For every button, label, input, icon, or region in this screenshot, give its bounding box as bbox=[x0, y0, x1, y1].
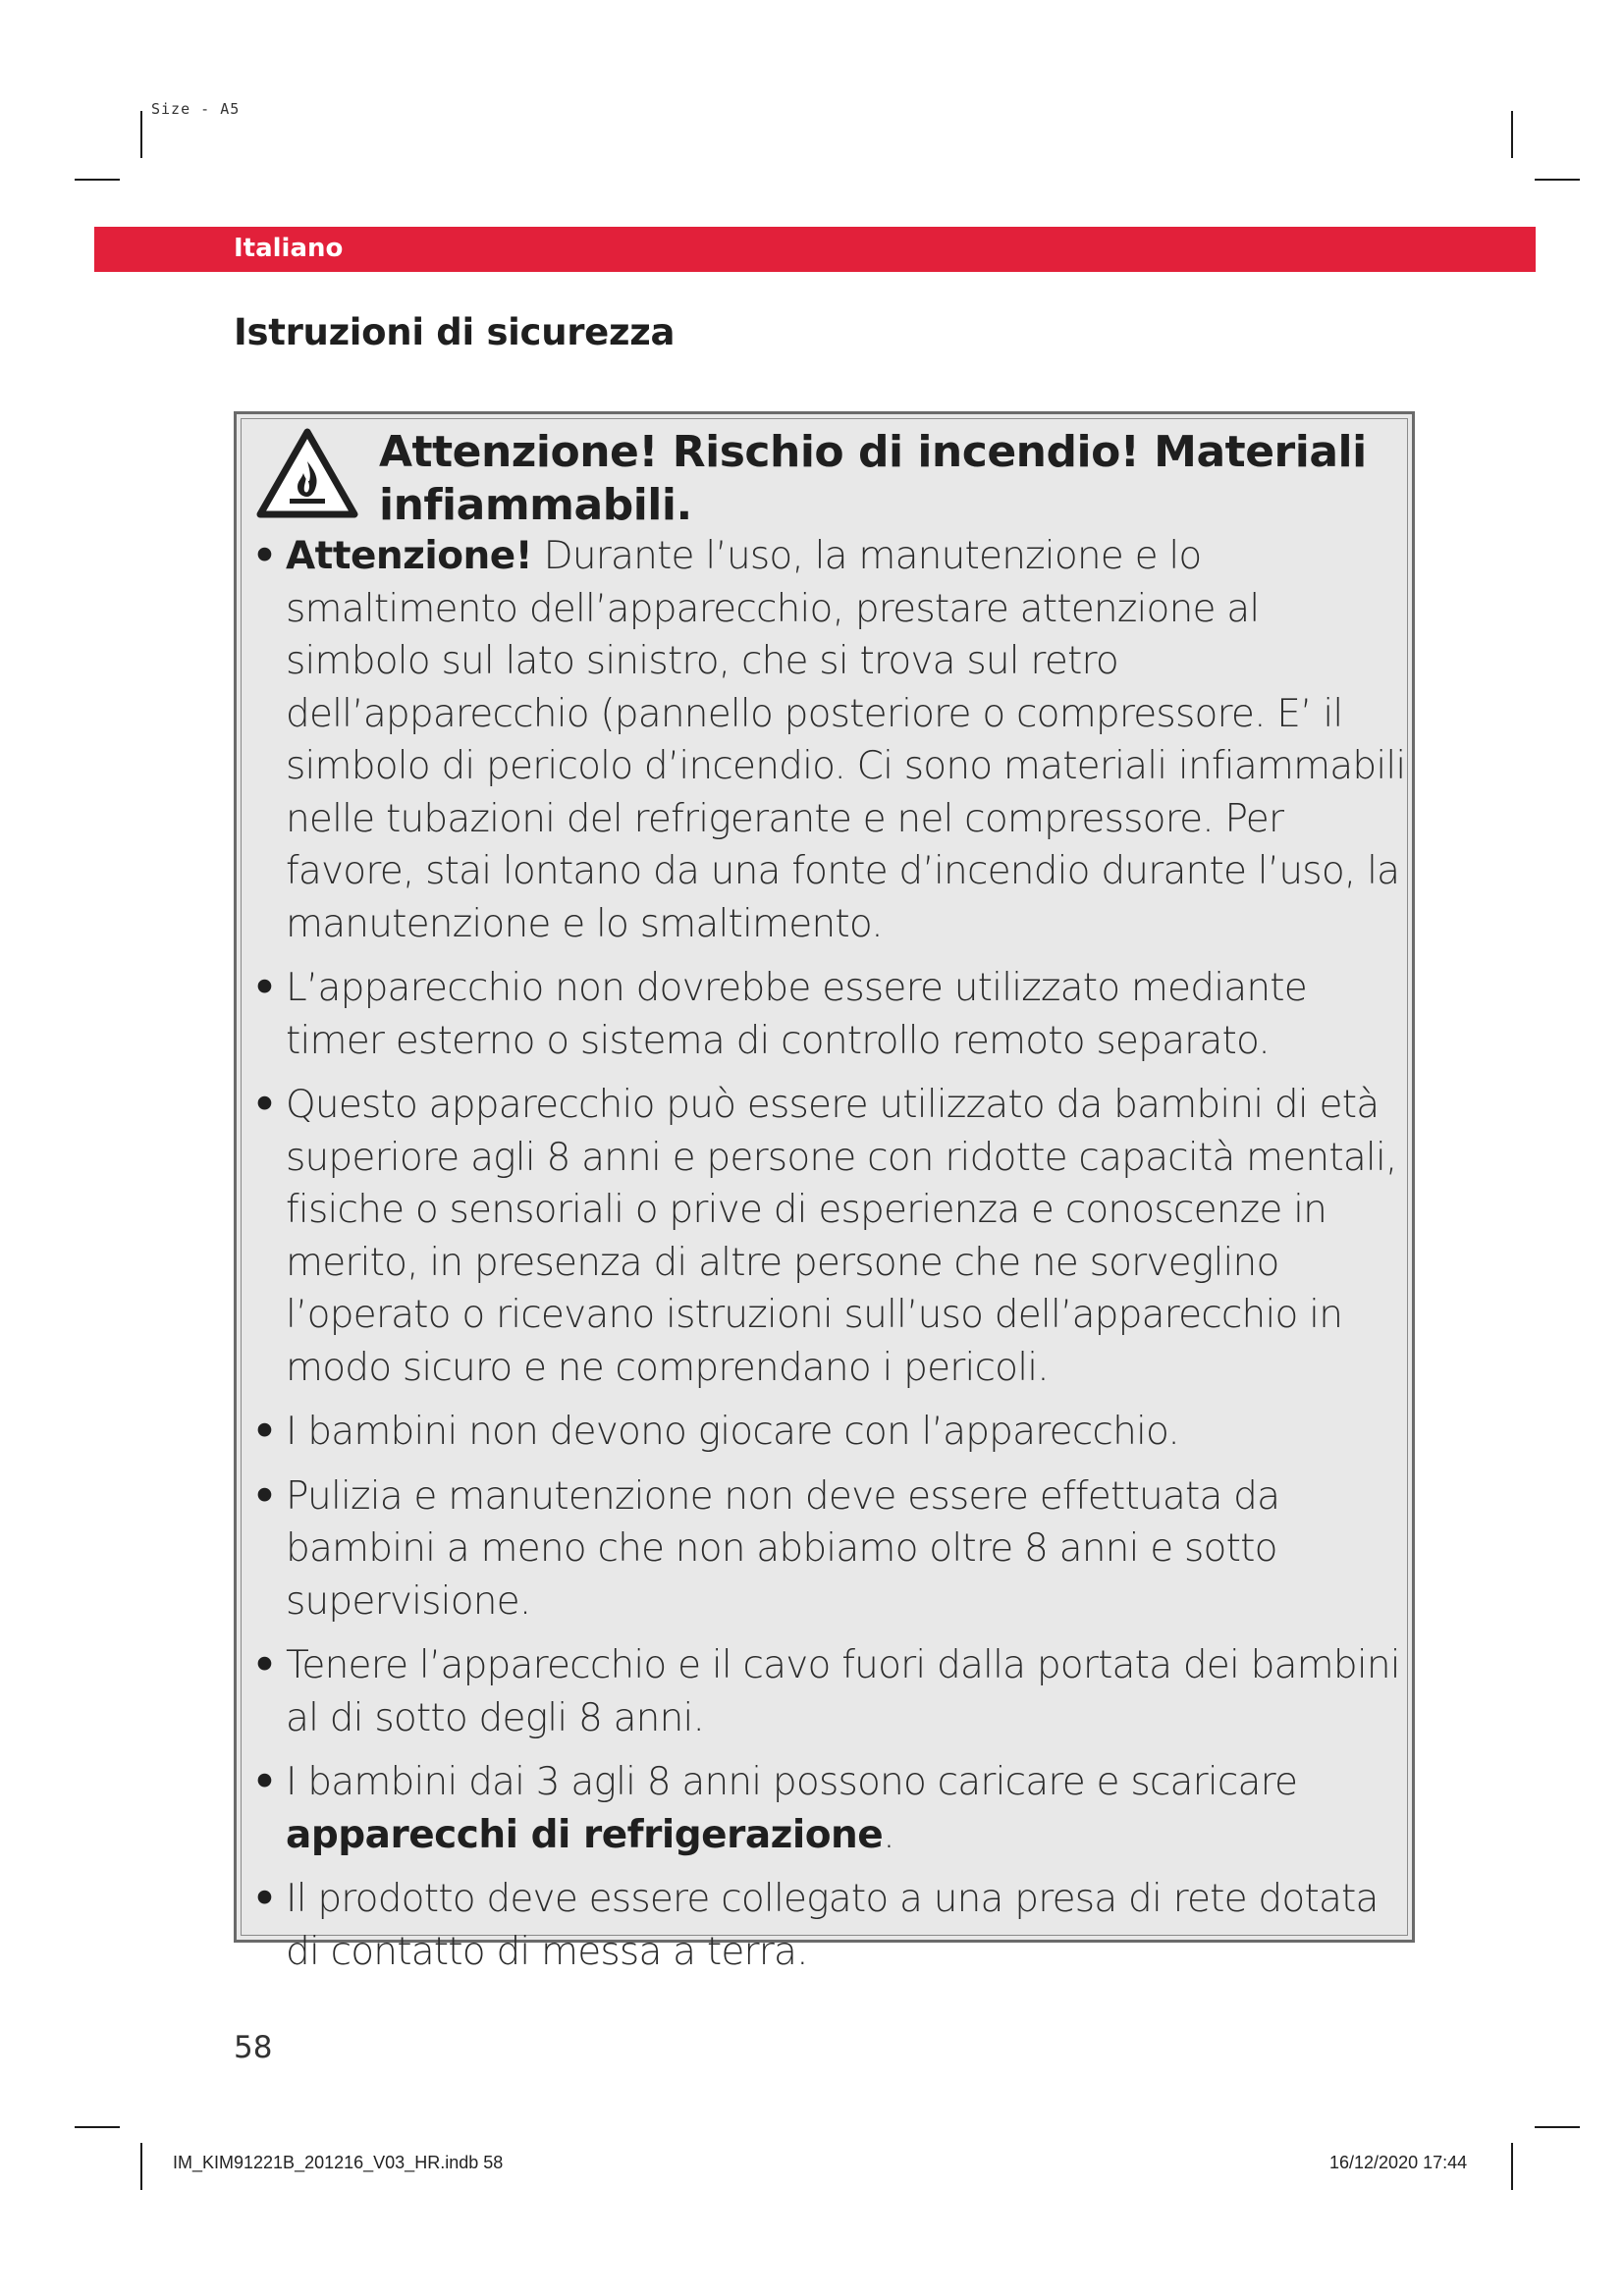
bullet-text: I bambini dai 3 agli 8 anni possono caricare e scaricare bbox=[286, 1760, 1298, 1804]
safety-bullet-cleaning bbox=[252, 1470, 1406, 1629]
crop-mark-top-right-vertical bbox=[1511, 111, 1513, 158]
warning-box bbox=[234, 411, 1415, 1974]
bullet-end: . bbox=[883, 1812, 894, 1857]
section-title: Istruzioni di sicurezza bbox=[234, 311, 676, 353]
warning-heading: Attenzione! Rischio di incendio! Materiali infiammabili. bbox=[379, 427, 1367, 530]
crop-mark-top-left-horizontal bbox=[75, 179, 120, 181]
language-label: Italiano bbox=[234, 234, 344, 263]
print-timestamp: 16/12/2020 17:44 bbox=[1329, 2153, 1468, 2172]
flammable-warning-icon bbox=[256, 428, 358, 520]
safety-bullet-grounding bbox=[252, 1873, 1406, 1978]
bullet-emphasis: apparecchi di refrigerazione bbox=[286, 1812, 884, 1857]
bullet-text: Tenere l’apparecchio e il cavo fuori dalla portata dei bambini al di sotto degli 8 anni. bbox=[286, 1643, 1400, 1740]
safety-bullet-timer bbox=[252, 962, 1406, 1067]
crop-mark-bottom-right-vertical bbox=[1511, 2143, 1513, 2190]
crop-mark-bottom-left-horizontal bbox=[75, 2126, 120, 2128]
language-header-bar bbox=[94, 227, 1536, 272]
crop-mark-top-left-vertical bbox=[140, 111, 142, 158]
bullet-lead-attention: Attenzione! bbox=[286, 534, 533, 578]
safety-bullet-list bbox=[252, 530, 1406, 1990]
safety-bullet-children-8-years bbox=[252, 1079, 1406, 1394]
safety-bullet-loading bbox=[252, 1756, 1406, 1861]
safety-bullet-flammable-symbol bbox=[252, 530, 1406, 950]
crop-mark-bottom-right-horizontal bbox=[1535, 2126, 1580, 2128]
bullet-text: Questo apparecchio può essere utilizzato da bambini di età superiore agli 8 anni e persone con ridotte capacità mentali, fisiche o sensoriali o prive di esperienza e conoscenze in merito, in presenza di altre persone che ne sorveglino l’operato o ricevano istruzioni sull’uso dell’apparecchio in modo sicuro e ne comprendano i pericoli. bbox=[286, 1083, 1397, 1390]
print-file-info: IM_KIM91221B_201216_V03_HR.indb 58 bbox=[173, 2153, 504, 2172]
bullet-text: I bambini non devono giocare con l’apparecchio. bbox=[286, 1410, 1179, 1454]
bullet-text: Durante l’uso, la manutenzione e lo smaltimento dell’apparecchio, prestare attenzione al simbolo sul lato sinistro, che si trova sul retro dell’apparecchio (pannello posteriore o compressore. E’ il simbolo di pericolo d’incendio. Ci sono materiali infiammabili nelle tubazioni del refrigerante e nel compressore. Per favore, stai lontano da una fonte d’incendio durante l’uso, la manutenzione e lo smaltimento. bbox=[286, 534, 1406, 946]
page-number: 58 bbox=[234, 2030, 273, 2065]
bullet-text: Il prodotto deve essere collegato a una presa di rete dotata di contatto di messa a terra. bbox=[286, 1877, 1379, 1974]
print-size-label: Size - A5 bbox=[151, 100, 241, 118]
safety-bullet-cable-reach bbox=[252, 1639, 1406, 1744]
safety-bullet-no-play bbox=[252, 1406, 1406, 1459]
bullet-text: L’apparecchio non dovrebbe essere utilizzato mediante timer esterno o sistema di controllo remoto separato. bbox=[286, 966, 1307, 1063]
crop-mark-top-right-horizontal bbox=[1535, 179, 1580, 181]
crop-mark-bottom-left-vertical bbox=[140, 2143, 142, 2190]
bullet-text: Pulizia e manutenzione non deve essere effettuata da bambini a meno che non abbiamo oltre 8 anni e sotto supervisione. bbox=[286, 1473, 1280, 1624]
